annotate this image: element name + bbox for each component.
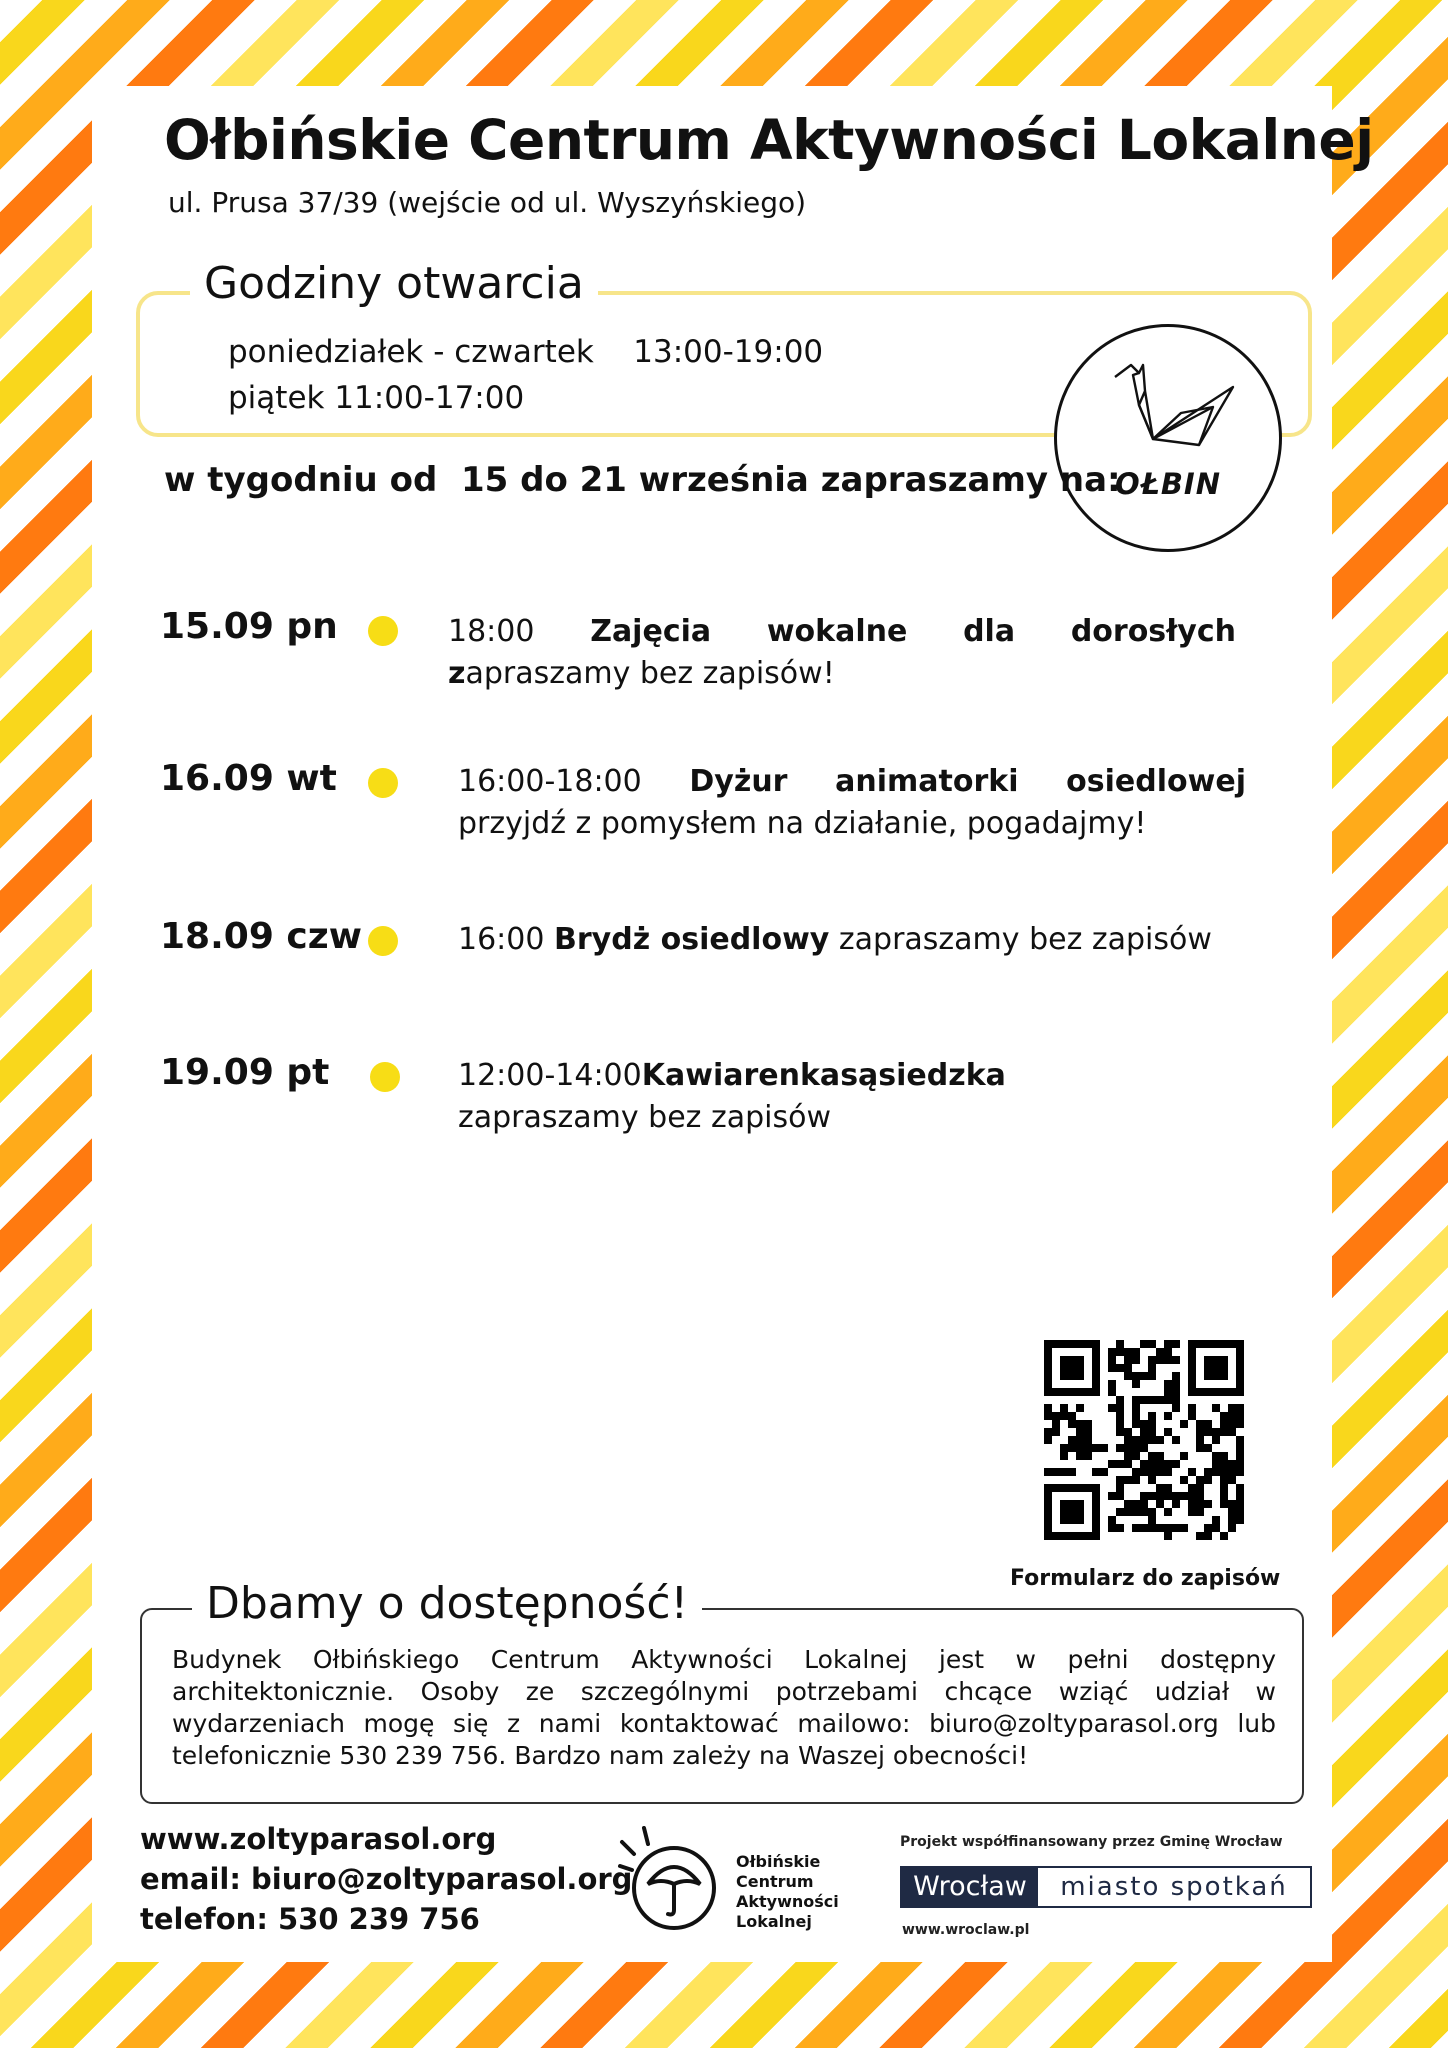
event-title-word: sąsiedzka bbox=[840, 1058, 1006, 1093]
event-note: zapraszamy bez zapisów! bbox=[448, 656, 835, 691]
event-note: zapraszamy bez zapisów bbox=[838, 922, 1212, 957]
qr-label: Formularz do zapisów bbox=[1010, 1566, 1281, 1591]
event-time: 18:00 bbox=[448, 614, 535, 649]
email-link[interactable]: email: biuro@zoltyparasol.org bbox=[140, 1862, 633, 1896]
event-title-word: Kawiarenka bbox=[641, 1058, 841, 1093]
qr-code[interactable] bbox=[1044, 1340, 1244, 1540]
hours-fri: piątek 11:00-17:00 bbox=[228, 380, 525, 416]
event-title-word: animatorki bbox=[835, 764, 1019, 799]
accessibility-text: Budynek Ołbińskiego Centrum Aktywności Lokalnej jest w pełni dostępny architektonicznie. Osoby ze szczególnymi potrzebami chcące wziąć udział w wydarzeniach mogę się z nami kontaktować mailowo: biuro@zoltyparasol.org lub telefonicznie 530 239 756. Bardzo nam zależy na Waszej obecności! bbox=[172, 1645, 1276, 1770]
event-title-word: dorosłych bbox=[1070, 614, 1236, 649]
hours-time: 13:00-19:00 bbox=[633, 334, 824, 370]
origami-swan-icon bbox=[1109, 361, 1237, 465]
hours-days: poniedziałek - czwartek bbox=[228, 334, 594, 370]
event-title-line bbox=[458, 1058, 1006, 1093]
accessibility-heading: Dbamy o dostępność! bbox=[192, 1578, 702, 1629]
event-title-word: osiedlowej bbox=[1066, 764, 1246, 799]
wroclaw-logo-right: miasto spotkań bbox=[1060, 1872, 1288, 1902]
hours-mon-thu bbox=[228, 334, 823, 370]
event-note: przyjdź z pomysłem na działanie, pogadajmy! bbox=[458, 806, 1147, 841]
event-title-line bbox=[458, 922, 1212, 957]
bullet-dot bbox=[370, 1062, 400, 1092]
event-time: 12:00-14:00 bbox=[458, 1058, 642, 1093]
event-note: zapraszamy bez zapisów bbox=[458, 1100, 831, 1135]
event-title: Brydż osiedlowy bbox=[554, 922, 830, 957]
footer-logo-text: Ołbińskie Centrum Aktywności Lokalnej bbox=[736, 1852, 839, 1931]
event-title-word: dla bbox=[963, 614, 1016, 649]
website-link[interactable]: www.zoltyparasol.org bbox=[140, 1822, 497, 1856]
opening-hours-heading: Godziny otwarcia bbox=[190, 258, 598, 309]
wroclaw-url[interactable]: www.wroclaw.pl bbox=[902, 1922, 1030, 1938]
wroclaw-logo bbox=[900, 1866, 1312, 1908]
event-title-line bbox=[448, 614, 1236, 649]
event-title-word: wokalne bbox=[766, 614, 908, 649]
poster bbox=[92, 86, 1374, 1962]
bullet-dot bbox=[368, 768, 398, 798]
olbin-logo bbox=[1054, 324, 1282, 552]
bullet-dot bbox=[368, 616, 398, 646]
wroclaw-logo-left: Wrocław bbox=[902, 1868, 1038, 1906]
event-title-word: Dyżur bbox=[689, 764, 788, 799]
cofinancing-note: Projekt współfinansowany przez Gminę Wrocław bbox=[900, 1834, 1283, 1850]
event-date: 18.09 czw bbox=[160, 916, 362, 957]
week-intro: w tygodniu od 15 do 21 września zapraszamy na: bbox=[164, 460, 1121, 500]
olbin-logo-text: OŁBIN bbox=[1115, 467, 1221, 501]
umbrella-icon bbox=[614, 1826, 730, 1936]
phone-text: telefon: 530 239 756 bbox=[140, 1902, 480, 1936]
event-time: 16:00-18:00 bbox=[458, 764, 642, 799]
address: ul. Prusa 37/39 (wejście od ul. Wyszyńskiego) bbox=[168, 186, 807, 219]
event-title-line bbox=[458, 764, 1246, 799]
event-time: 16:00 bbox=[458, 922, 545, 957]
event-title-word: Zajęcia bbox=[590, 614, 712, 649]
event-date: 19.09 pt bbox=[160, 1052, 330, 1093]
event-date: 15.09 pn bbox=[160, 606, 338, 647]
event-date: 16.09 wt bbox=[160, 758, 337, 799]
page-title: Ołbińskie Centrum Aktywności Lokalnej bbox=[164, 108, 1374, 172]
bullet-dot bbox=[368, 926, 398, 956]
